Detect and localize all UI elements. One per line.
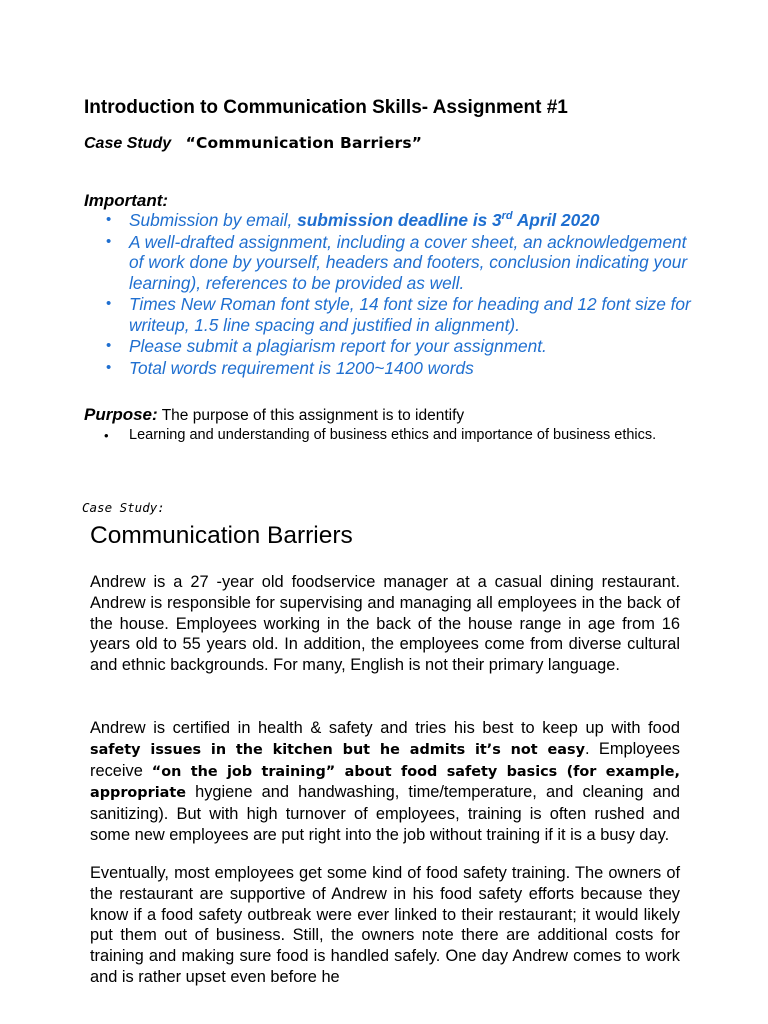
purpose-item: • Learning and understanding of business ethics and importance of business ethics. bbox=[84, 426, 692, 445]
p2-part-a: Andrew is certified in health & safety and tries his best to keep up with food bbox=[90, 719, 680, 737]
p2-part-e: hygiene and handwashing, time/temperature, and cleaning and sanitizing). But with high turnover of employees, training is often rushed and some new employees are put right into the job without training if it is a busy day. bbox=[90, 783, 680, 844]
deadline-prefix: Submission by email, bbox=[129, 210, 298, 230]
purpose-label: Purpose: bbox=[84, 405, 158, 424]
case-study-small-label: Case Study: bbox=[82, 500, 165, 515]
p2-part-d: “on the job training” about food safety basics (for example, appropriate bbox=[90, 763, 680, 802]
important-label: Important: bbox=[84, 191, 169, 210]
deadline-bold bbox=[297, 210, 599, 230]
important-item-words: • Total words requirement is 1200~1400 words bbox=[84, 358, 704, 379]
purpose-text: The purpose of this assignment is to identify bbox=[157, 407, 465, 424]
paragraph-3: Eventually, most employees get some kind of food safety training. The owners of the restaurant are supportive of Andrew in his food safety efforts because they know if a food safety outbreak were ever linked to their restaurant; it would likely put them out of business. Still, the owners note there are additional costs for training and making sure food is handled safely. One day Andrew comes to work and is rather upset even before he bbox=[90, 864, 680, 986]
paragraph-2 bbox=[90, 718, 680, 846]
important-item-font: • Times New Roman font style, 14 font size for heading and 12 font size for writeup, 1.5 line spacing and justified in alignment). bbox=[84, 294, 704, 335]
assignment-title: Introduction to Communication Skills- Assignment #1 bbox=[84, 97, 568, 118]
p2-part-c: . Employees receive bbox=[90, 739, 680, 780]
case-study-title: “Communication Barriers” bbox=[185, 134, 423, 152]
deadline-superscript: rd bbox=[501, 210, 513, 223]
deadline-date: April 2020 bbox=[512, 210, 600, 230]
purpose-line bbox=[84, 405, 464, 425]
important-item-format: • A well-drafted assignment, including a cover sheet, an acknowledgement of work done by yourself, headers and footers, conclusion indicating your learning), references to be provided as well. bbox=[84, 232, 704, 294]
case-study-line bbox=[84, 134, 422, 153]
paragraph-1: Andrew is a 27 -year old foodservice manager at a casual dining restaurant. Andrew is responsible for supervising and managing all employees in the back of the house. Employees working in the back of the house range in age from 16 years old to 55 years old. In addition, the employees come from diverse cultural and ethnic backgrounds. For many, English is not their primary language. bbox=[90, 573, 680, 675]
important-list bbox=[84, 210, 704, 379]
purpose-list bbox=[84, 426, 692, 445]
important-item-deadline bbox=[84, 210, 704, 231]
deadline-bold-text: submission deadline is 3 bbox=[297, 210, 502, 230]
important-item-plagiarism: • Please submit a plagiarism report for your assignment. bbox=[84, 336, 704, 357]
case-study-label: Case Study bbox=[84, 135, 172, 152]
section-heading: Communication Barriers bbox=[90, 522, 353, 549]
p2-part-b: safety issues in the kitchen but he admits it’s not easy bbox=[90, 741, 585, 758]
